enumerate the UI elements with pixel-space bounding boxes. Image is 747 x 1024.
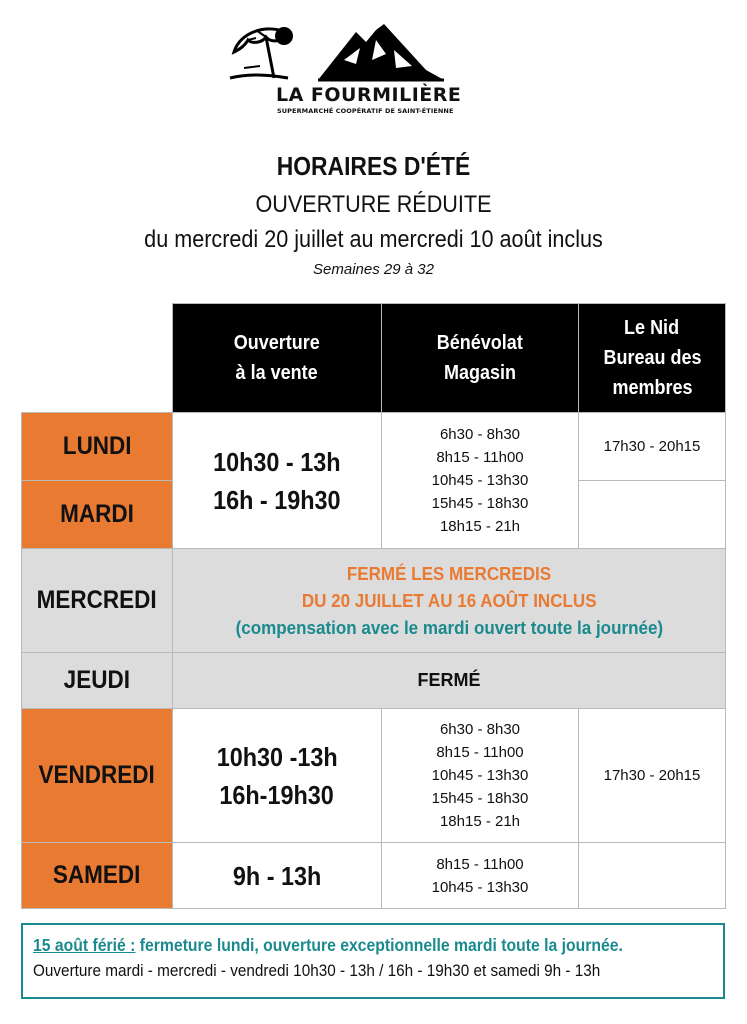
table-header-row — [22, 304, 726, 413]
mercredi-closed-notice: FERMÉ LES MERCREDIS DU 20 JUILLET AU 16 AOÛT INCLUS (compensation avec le mardi ouvert toute la journée) — [173, 549, 726, 653]
schedule-table — [21, 303, 726, 909]
holiday-label: 15 août férié : — [33, 935, 136, 955]
beach-umbrella-icon — [230, 27, 293, 78]
table-row-mercredi — [22, 549, 726, 653]
table-row-lundi — [22, 413, 726, 481]
table-row-samedi — [22, 843, 726, 909]
brand-tagline: SUPERMARCHÉ COOPÉRATIF DE SAINT-ÉTIENNE — [277, 107, 454, 115]
week-range: Semaines 29 à 32 — [313, 261, 434, 278]
benevolat-vendredi: 6h30 - 8h30 8h15 - 11h00 10h45 - 13h30 15h45 - 18h30 18h15 - 21h — [382, 709, 579, 843]
vente-samedi: 9h - 13h — [173, 843, 382, 909]
mountain-icon — [318, 24, 444, 80]
day-lundi: LUNDI — [22, 413, 173, 481]
jeudi-status: FERMÉ — [173, 653, 726, 709]
header-ouverture-vente: Ouverture à la vente — [173, 304, 382, 413]
holiday-hours: Ouverture mardi - mercredi - vendredi 10h30 - 13h / 16h - 19h30 et samedi 9h - 13h — [33, 961, 601, 980]
benevolat-samedi: 8h15 - 11h00 10h45 - 13h30 — [382, 843, 579, 909]
corner-cell — [22, 304, 173, 413]
header-benevolat-magasin: Bénévolat Magasin — [382, 304, 579, 413]
table-row-vendredi — [22, 709, 726, 843]
nid-vendredi: 17h30 - 20h15 — [579, 709, 726, 843]
header-le-nid: Le Nid Bureau des membres — [579, 304, 726, 413]
page-title: HORAIRES D'ÉTÉ — [276, 151, 471, 181]
nid-samedi — [579, 843, 726, 909]
day-jeudi: JEUDI — [22, 653, 173, 709]
holiday-detail: fermeture lundi, ouverture exceptionnelle mardi toute la journée. — [135, 935, 623, 955]
holiday-note — [21, 923, 725, 999]
day-mardi: MARDI — [22, 481, 173, 549]
day-vendredi: VENDREDI — [22, 709, 173, 843]
nid-mardi — [579, 481, 726, 549]
vente-lundi-mardi: 10h30 - 13h 16h - 19h30 — [173, 413, 382, 549]
day-mercredi: MERCREDI — [22, 549, 173, 653]
day-samedi: SAMEDI — [22, 843, 173, 909]
date-range: du mercredi 20 juillet au mercredi 10 août inclus — [144, 226, 603, 253]
table-row-jeudi — [22, 653, 726, 709]
vente-vendredi: 10h30 -13h 16h-19h30 — [173, 709, 382, 843]
benevolat-lundi-mardi: 6h30 - 8h30 8h15 - 11h00 10h45 - 13h30 15h45 - 18h30 18h15 - 21h — [382, 413, 579, 549]
nid-lundi: 17h30 - 20h15 — [579, 413, 726, 481]
brand-name: LA FOURMILIÈRE — [276, 84, 462, 106]
page-subtitle: OUVERTURE RÉDUITE — [255, 191, 492, 218]
